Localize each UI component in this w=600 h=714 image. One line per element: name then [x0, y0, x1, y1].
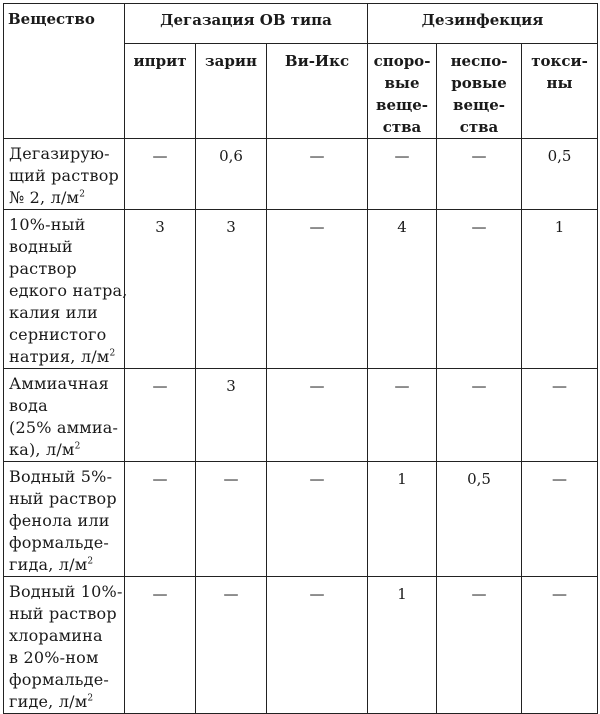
table-cell: — — [267, 139, 368, 210]
column-header: токси- ны — [522, 44, 598, 139]
row-label: Аммиачная вода (25% аммиа- ка), $л/м^2$ — [4, 369, 125, 462]
table-cell: 1 — [522, 210, 598, 369]
table-row — [4, 210, 598, 369]
column-header: неспо- ровые веще- ства — [437, 44, 522, 139]
table-cell: — — [437, 139, 522, 210]
table-cell: 1 — [368, 462, 437, 577]
table-cell: — — [267, 577, 368, 714]
table-cell: — — [368, 139, 437, 210]
table-cell: — — [196, 577, 267, 714]
table-cell: — — [267, 210, 368, 369]
data-table — [3, 3, 598, 714]
table-cell: 1 — [368, 577, 437, 714]
column-header: споро- вые веще- ства — [368, 44, 437, 139]
table-row — [4, 462, 598, 577]
table-cell: — — [125, 577, 196, 714]
table-cell: — — [125, 462, 196, 577]
table-cell: 0,5 — [522, 139, 598, 210]
table-cell: — — [522, 462, 598, 577]
table-cell: — — [437, 369, 522, 462]
table-row — [4, 369, 598, 462]
column-header: иприт — [125, 44, 196, 139]
table-cell: — — [267, 369, 368, 462]
table-row — [4, 139, 598, 210]
header-substance: Вещество — [4, 4, 125, 139]
row-label: 10%-ный водный раствор едкого натра, калия или сернистого натрия, $л/м^2$ — [4, 210, 125, 369]
column-header: зарин — [196, 44, 267, 139]
table-cell: 3 — [196, 369, 267, 462]
header-disinfection: Дезинфекция — [368, 4, 598, 44]
table-cell: 3 — [196, 210, 267, 369]
table-cell: — — [437, 210, 522, 369]
table-cell: 3 — [125, 210, 196, 369]
table-cell: 0,5 — [437, 462, 522, 577]
table-row — [4, 577, 598, 714]
header-degassing: Дегазация ОВ типа — [125, 4, 368, 44]
table-cell: — — [368, 369, 437, 462]
table-cell: — — [196, 462, 267, 577]
table-cell: — — [522, 577, 598, 714]
row-label: Водный 10%- ный раствор хлорамина в 20%-ном формальде- гиде, $л/м^2$ — [4, 577, 125, 714]
table-cell: — — [522, 369, 598, 462]
column-header: Ви-Икс — [267, 44, 368, 139]
table-cell: — — [267, 462, 368, 577]
row-label: Дегазирую- щий раствор № 2, $л/м^2$ — [4, 139, 125, 210]
table-cell: 4 — [368, 210, 437, 369]
row-label: Водный 5%- ный раствор фенола или формальде- гида, $л/м^2$ — [4, 462, 125, 577]
table-cell: — — [125, 369, 196, 462]
table-cell: — — [125, 139, 196, 210]
table-cell: 0,6 — [196, 139, 267, 210]
table-cell: — — [437, 577, 522, 714]
